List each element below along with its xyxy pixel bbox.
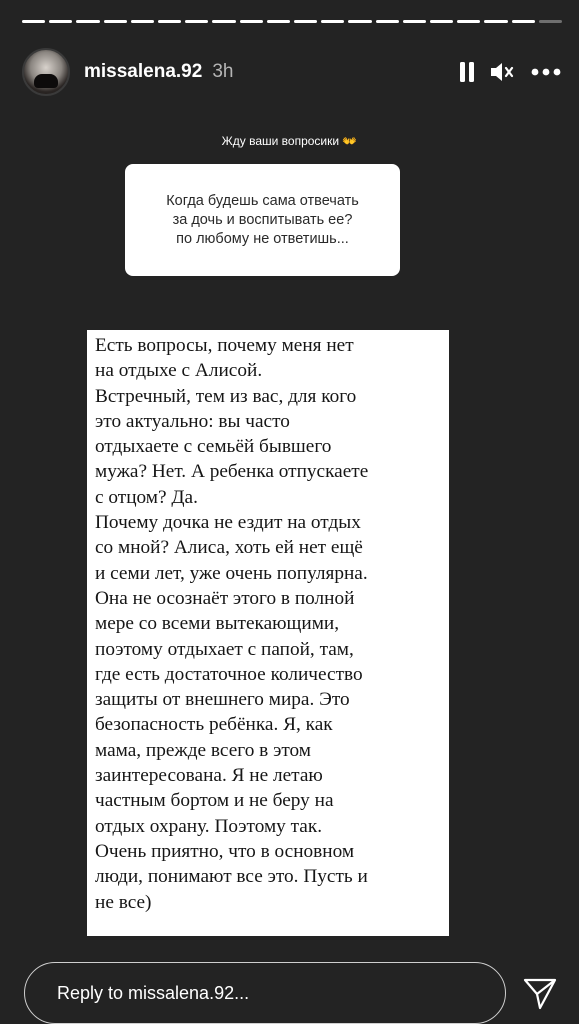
post-time: 3h (212, 61, 234, 82)
answer-line: заинтересована. Я не летаю (95, 765, 323, 787)
answer-line: поэтому отдыхает с папой, там, (95, 638, 354, 660)
question-sticker (125, 164, 400, 276)
answer-line: отдых охрану. Поэтому так. (95, 815, 323, 837)
answer-line: Почему дочка не ездит на отдых (95, 512, 361, 534)
progress-segment (321, 20, 344, 23)
answer-line: Есть вопросы, почему меня нет (95, 335, 354, 356)
answer-line: отдыхаете с семьёй бывшего (95, 436, 332, 458)
progress-segment (104, 20, 127, 23)
progress-segment (430, 20, 453, 23)
story-controls (459, 60, 561, 84)
answer-line: безопасность ребёнка. Я, как (95, 714, 333, 736)
progress-segment (403, 20, 426, 23)
answer-line: Встречный, тем из вас, для кого (95, 385, 357, 407)
answer-line: это актуально: вы часто (95, 410, 290, 432)
answer-line: не все) (95, 891, 152, 913)
progress-segment (158, 20, 181, 23)
answer-line: со мной? Алиса, хоть ей нет ещё (95, 537, 363, 559)
progress-segment (348, 20, 371, 23)
answer-text-card (87, 330, 449, 936)
username[interactable]: missalena.92 (84, 61, 203, 82)
progress-segment (22, 20, 45, 23)
avatar[interactable] (22, 48, 70, 96)
send-icon[interactable] (520, 976, 560, 1012)
story-header (22, 44, 561, 100)
question-sticker-prompt: Жду ваши вопросики 👐 (221, 134, 358, 148)
progress-segment-current (539, 20, 562, 23)
question-line: по любому не ответишь... (176, 230, 349, 247)
reply-input[interactable] (24, 962, 506, 1024)
progress-segment (294, 20, 317, 23)
story-progress-bar (22, 20, 562, 23)
progress-segment (131, 20, 154, 23)
progress-segment (484, 20, 507, 23)
progress-segment (512, 20, 535, 23)
answer-line: Она не осознаёт этого в полной (95, 587, 355, 609)
answer-line: мужа? Нет. А ребенка отпускаете (95, 461, 369, 483)
answer-line: мама, прежде всего в этом (95, 739, 312, 761)
progress-segment (376, 20, 399, 23)
question-line: за дочь и воспитывать ее? (172, 211, 353, 228)
answer-line: с отцом? Да. (95, 486, 198, 508)
answer-line: и семи лет, уже очень популярна. (95, 562, 368, 584)
pause-icon[interactable] (459, 61, 475, 83)
reply-placeholder: Reply to missalena.92... (57, 982, 250, 1003)
more-icon[interactable] (531, 68, 561, 76)
answer-line: мере со всеми вытекающими, (95, 613, 340, 635)
answer-line: где есть достаточное количество (95, 663, 363, 685)
answer-line: частным бортом и не беру на (95, 790, 334, 812)
progress-segment (267, 20, 290, 23)
question-line: Когда будешь сама отвечать (166, 192, 359, 209)
progress-segment (76, 20, 99, 23)
progress-segment (49, 20, 72, 23)
answer-line: люди, понимают все это. Пусть и (95, 866, 368, 888)
progress-segment (240, 20, 263, 23)
progress-segment (185, 20, 208, 23)
progress-segment (212, 20, 235, 23)
muted-speaker-icon[interactable] (489, 60, 517, 84)
answer-line: на отдыхе с Алисой. (95, 360, 263, 382)
answer-line: защиты от внешнего мира. Это (95, 689, 350, 711)
progress-segment (457, 20, 480, 23)
answer-line: Очень приятно, что в основном (95, 840, 355, 862)
